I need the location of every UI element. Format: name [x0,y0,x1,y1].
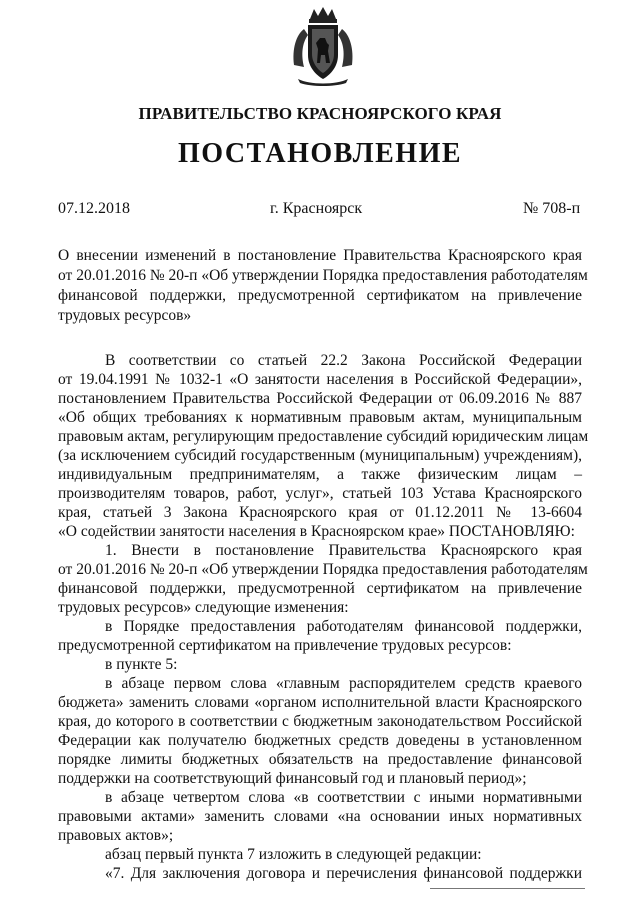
body-line: от 19.04.1991 № 1032-1 «О занятости населения в Российской Федерации», [58,371,582,388]
body-line: производителям товаров, работ, услуг», статьей 103 Устава Красноярского [58,485,582,502]
body-line: «7. Для заключения договора и перечисления финансовой поддержки [105,865,582,882]
body-line: края, до которого в соответствии с бюджетным законодательством Российской [58,713,582,730]
body-line: поддержки на соответствующий финансовый год и плановый период»; [58,770,527,787]
coat-of-arms-icon [290,5,356,87]
title-line: финансовой поддержки, предусмотренной сертификатом на привлечение [58,287,582,304]
body-line: постановлением Правительства Российской Федерации от 06.09.2016 № 887 [58,390,582,407]
body-line: в абзаце четвертом слова «в соответствии с иными нормативными [105,789,582,806]
title-line: трудовых ресурсов» [58,307,192,324]
document-number: № 708-п [523,200,581,217]
body-line: правовым актам, регулирующим предоставление субсидий юридическим лицам [58,428,589,445]
body-line: бюджета» заменить словами «органом исполнительной власти Красноярского [58,694,582,711]
document-type-title: ПОСТАНОВЛЕНИЕ [177,138,463,169]
body-line: абзац первый пункта 7 изложить в следующей редакции: [105,846,482,863]
body-line: Федерации как получателю бюджетных средств доведены в установленном [58,732,582,749]
body-line: правовыми актами» заменить словами «на основании иных нормативных [58,808,582,825]
body-line: предусмотренной сертификатом на привлечение трудовых ресурсов: [58,637,512,654]
body-line: в пункте 5: [105,656,178,673]
body-line: от 20.01.2016 № 20-п «Об утверждении Порядка предоставления работодателям [58,561,588,578]
title-line: от 20.01.2016 № 20-п «Об утверждении Порядка предоставления работодателям [58,267,588,284]
page-bottom-rule [430,888,585,889]
body-line: в Порядке предоставления работодателям финансовой поддержки, [105,618,582,635]
body-line: порядке лимиты бюджетных обязательств на предоставление финансовой [58,751,582,768]
body-line: правовых актов»; [58,827,174,844]
body-line: (за исключением субсидий государственным (муниципальным) учреждениям), [58,447,582,464]
body-line: индивидуальным предпринимателям, а также физическим лицам – [58,466,582,483]
body-line: края, статьей 3 Закона Красноярского края от 01.12.2011 № 13-6604 [58,504,582,521]
body-line: 1. Внести в постановление Правительства Красноярского края [105,542,582,559]
body-line: В соответствии со статьей 22.2 Закона Российской Федерации [105,352,582,369]
title-line: О внесении изменений в постановление Правительства Красноярского края [58,247,582,264]
coat-of-arms-emblem [290,5,356,87]
body-line: «О содействии занятости населения в Красноярском крае» ПОСТАНОВЛЯЮ: [58,523,575,540]
body-line: «Об общих требованиях к нормативным правовым актам, муниципальным [58,409,582,426]
body-line: в абзаце первом слова «главным распорядителем средств краевого [105,675,582,692]
organization-name: ПРАВИТЕЛЬСТВО КРАСНОЯРСКОГО КРАЯ [138,104,502,123]
document-city: г. Красноярск [270,200,363,217]
body-line: финансовой поддержки, предусмотренной сертификатом на привлечение [58,580,582,597]
document-date: 07.12.2018 [58,200,130,217]
body-line: трудовых ресурсов» следующие изменения: [58,599,349,616]
